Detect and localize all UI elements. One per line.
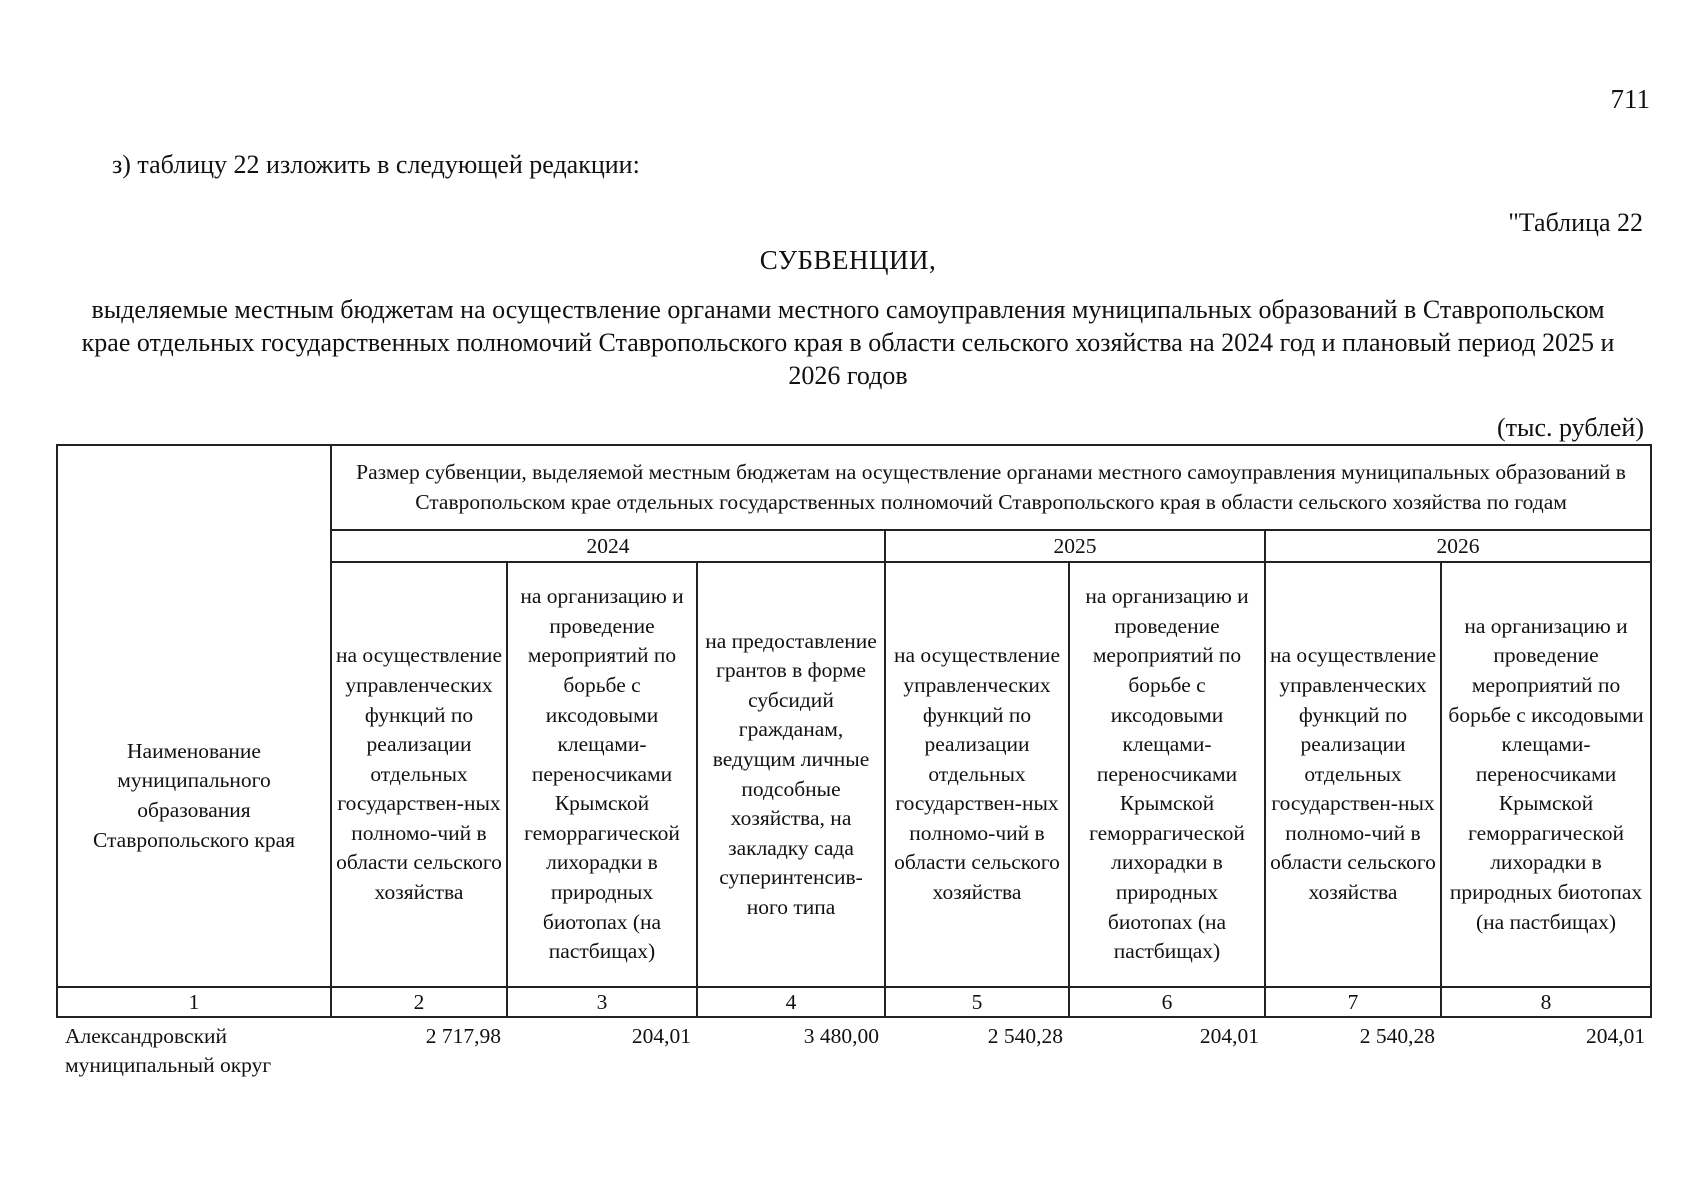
row-value-col-6: 204,01 (1199, 1024, 1259, 1048)
row-municipality-name: Александровский муниципальный округ (65, 1024, 272, 1077)
table-label: "Таблица 22 (1508, 208, 1643, 237)
column-header-8: на организацию и проведение мероприятий по борьбе с иксодовыми клещами-переносчиками Крымской геморрагической лихорадки в природных биотопах (на пастбищах) (1441, 562, 1651, 987)
column-header-4: на предоставление грантов в форме субсидий гражданам, ведущим личные подсобные хозяйства, на закладку сада суперинтенсив-ного типа (697, 562, 885, 987)
header-municipality-name: Наименование муниципального образования Ставропольского края (57, 445, 331, 987)
year-header-2024: 2024 (331, 530, 885, 562)
page-number: 711 (1610, 84, 1650, 114)
column-number: 3 (507, 987, 697, 1017)
row-value-col-8: 204,01 (1585, 1024, 1646, 1048)
year-header-2026: 2026 (1265, 530, 1651, 562)
row-value-col-3: 204,01 (631, 1024, 691, 1048)
column-number: 8 (1441, 987, 1651, 1017)
column-number-row (57, 987, 1651, 1017)
subventions-table (56, 444, 1652, 1080)
column-number: 6 (1069, 987, 1265, 1017)
column-header-6: на организацию и проведение мероприятий по борьбе с иксодовыми клещами-переносчиками Крымской геморрагической лихорадки в природных биотопах (на пастбищах) (1069, 562, 1265, 987)
year-header-2025: 2025 (885, 530, 1265, 562)
column-number: 5 (885, 987, 1069, 1017)
document-subtitle: выделяемые местным бюджетам на осуществление органами местного самоуправления муниципальных образований в Ставропольском крае отдельных государственных полномочий Ставропольского края в области сельского хозяйства на 2024 год и плановый период 2025 и 2026 годов (81, 295, 1615, 390)
column-header-2: на осуществление управленческих функций по реализации отдельных государствен-ных полномо-чий в области сельского хозяйства (331, 562, 507, 987)
intro-text: з) таблицу 22 изложить в следующей редакции: (112, 150, 640, 179)
row-value-col-2: 2 717,98 (425, 1024, 501, 1048)
units-label: (тыс. рублей) (1496, 413, 1644, 442)
column-number: 7 (1265, 987, 1441, 1017)
column-header-7: на осуществление управленческих функций по реализации отдельных государствен-ных полномо-чий в области сельского хозяйства (1265, 562, 1441, 987)
column-header-3: на организацию и проведение мероприятий по борьбе с иксодовыми клещами-переносчиками Крымской геморрагической лихорадки в природных биотопах (на пастбищах) (507, 562, 697, 987)
row-value-col-5: 2 540,28 (987, 1024, 1063, 1048)
column-number: 1 (57, 987, 331, 1017)
column-number: 2 (331, 987, 507, 1017)
table-row (57, 1017, 1651, 1080)
document-title: СУБВЕНЦИИ, (759, 245, 937, 275)
row-value-col-7: 2 540,28 (1359, 1024, 1435, 1048)
column-number: 4 (697, 987, 885, 1017)
row-value-col-4: 3 480,00 (803, 1024, 879, 1048)
header-subvention-size: Размер субвенции, выделяемой местным бюджетам на осуществление органами местного самоуправления муниципальных образований в Ставропольском крае отдельных государственных полномочий Ставропольского края в области сельского хозяйства по годам (331, 445, 1651, 530)
table-header-row (57, 445, 1651, 530)
column-header-5: на осуществление управленческих функций по реализации отдельных государствен-ных полномо-чий в области сельского хозяйства (885, 562, 1069, 987)
